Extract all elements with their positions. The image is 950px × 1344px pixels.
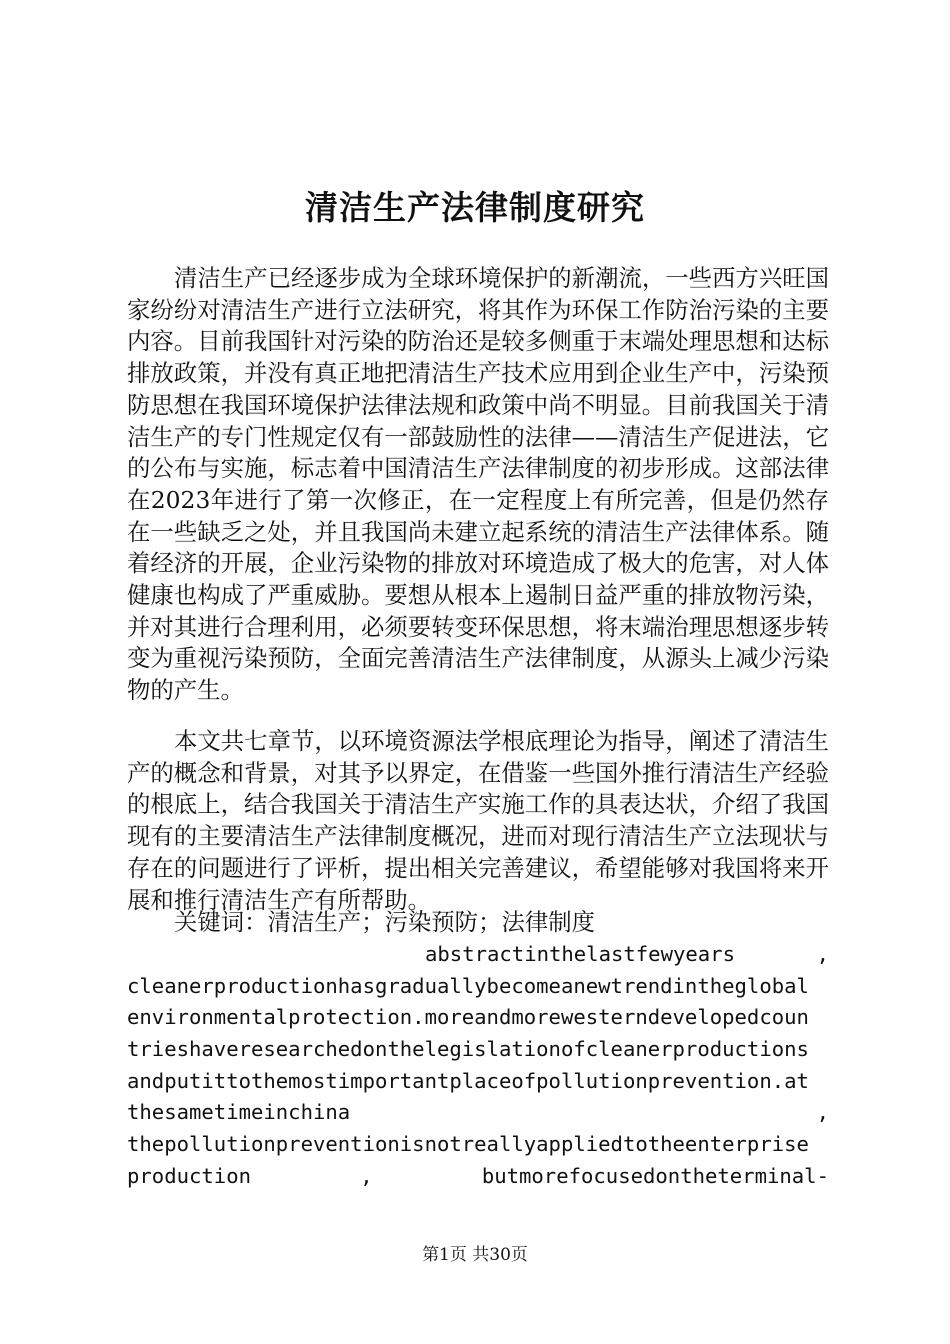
abstract-segment: ,	[816, 1100, 829, 1125]
abstract-line	[127, 1034, 829, 1066]
abstract-line	[127, 1129, 829, 1161]
abstract-segment: abstractinthelastfewyears	[425, 942, 735, 966]
abstract-segment: trieshaveresearchedonthelegislationofcleanerproductions	[127, 1037, 809, 1062]
structure-paragraph: 本文共七章节，以环境资源法学根底理论为指导，阐述了清洁生产的概念和背景，对其予以界定，在借鉴一些国外推行清洁生产经验的根底上，结合我国关于清洁生产实施工作的具表达状，介绍了我国现有的主要清洁生产法律制度概况，进而对现行清洁生产立法现状与存在的问题进行了评析，提出相关完善建议，希望能够对我国将来开展和推行清洁生产有所帮助。	[127, 727, 829, 914]
keywords-line: 关键词：清洁生产；污染预防；法律制度	[174, 908, 596, 936]
abstract-line	[127, 939, 829, 971]
abstract-line	[127, 1066, 829, 1098]
abstract-segment: cleanerproductionhasgraduallybecomeanewtrendintheglobal	[127, 973, 809, 998]
document-title: 清洁生产法律制度研究	[305, 188, 645, 227]
abstract-segment: ,	[360, 1163, 373, 1188]
abstract-line	[127, 1097, 829, 1129]
abstract-line	[127, 1161, 829, 1193]
abstract-segment: production	[127, 1163, 251, 1188]
page-number: 第1页 共30页	[422, 1245, 528, 1265]
intro-paragraph: 清洁生产已经逐步成为全球环境保护的新潮流，一些西方兴旺国家纷纷对清洁生产进行立法研究，将其作为环保工作防治污染的主要内容。目前我国针对污染的防治还是较多侧重于末端处理思想和达标排放政策，并没有真正地把清洁生产技术应用到企业生产中，污染预防思想在我国环境保护法律法规和政策中尚不明显。目前我国关于清洁生产的专门性规定仅有一部鼓励性的法律——清洁生产促进法，它的公布与实施，标志着中国清洁生产法律制度的初步形成。这部法律在2023年进行了第一次修正，在一定程度上有所完善，但是仍然存在一些缺乏之处，并且我国尚未建立起系统的清洁生产法律体系。随着经济的开展，企业污染物的排放对环境造成了极大的危害，对人体健康也构成了严重威胁。要想从根本上遏制日益严重的排放物污染，并对其进行合理利用，必须要转变环保思想，将末端治理思想逐步转变为重视污染预防，全面完善清洁生产法律制度，从源头上减少污染物的产生。	[127, 264, 829, 705]
abstract-segment: thesametimeinchina	[127, 1100, 351, 1125]
abstract-line	[127, 971, 829, 1003]
abstract-segment: environmentalprotection.moreandmorewesterndevelopedcoun	[127, 1005, 809, 1030]
english-abstract	[127, 939, 829, 1193]
abstract-line	[127, 1002, 829, 1034]
abstract-segment: andputittothemostimportantplaceofpollutionprevention.at	[127, 1068, 809, 1093]
abstract-segment: ,	[816, 942, 829, 966]
abstract-segment: butmorefocusedontheterminal-	[481, 1163, 829, 1188]
abstract-segment: thepollutionpreventionisnotreallyappliedtotheenterprise	[127, 1132, 809, 1157]
